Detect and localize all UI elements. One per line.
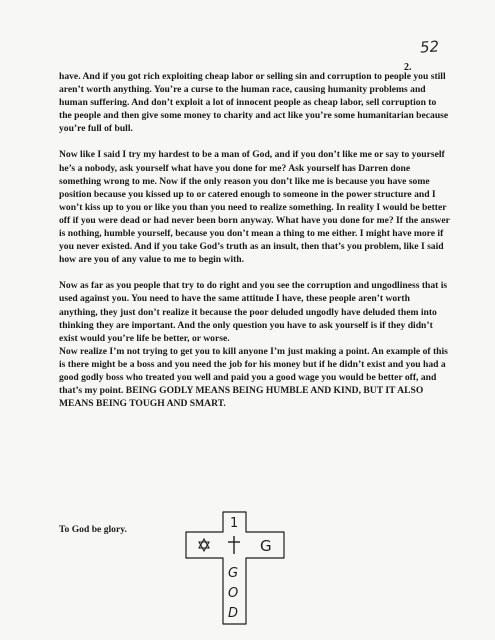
- cross-letter-d: D: [228, 606, 239, 621]
- cross-letter-g: G: [228, 566, 239, 581]
- star-of-david-icon: [199, 539, 209, 551]
- cross-letter-o: O: [228, 586, 239, 601]
- hand-drawn-cross: [180, 508, 290, 628]
- small-cross-icon: [228, 536, 240, 554]
- typed-page-number: 2.: [404, 62, 412, 73]
- paragraph-3: Now as far as you people that try to do right and you see the corruption and ungodliness that is used against you. You need to have the same attitude I have, these people aren’t worth anything, they just don’t realize it because the poor deluded ungodly have deluded them into thinking they are important. And the only question you have to ask yourself is if they didn’t exist would you’re life be better, or worse.: [59, 280, 448, 344]
- paragraph-2: Now like I said I try my hardest to be a man of God, and if you don’t like me or say to yourself he’s a nobody, ask yourself what have you done for me? Ask yourself has Darren done something wrong to me. Now if the only reason you don’t like me is because you have some position because you kissed up to or catered enough to someone in the power structure and I won’t kiss up to you or like you than you need to realize something. In reality I would be better off if you were dead or had never been born anyway. What have you done for me? If the answer is nothing, humble yourself, because you don’t mean a thing to me either. I might have more if you never existed. And if you take God’s truth as an insult, then that’s you problem, like I said how are you of any value to me to begin with.: [59, 149, 450, 266]
- closing-line: To God be glory.: [59, 524, 127, 535]
- paragraph-4: Now realize I’m not trying to get you to kill anyone I’m just making a point. An example of this is there might be a boss and you need the job for his money but if he didn’t exist and you had a good godly boss who treated you well and paid you a good wage you would be better off, and that’s my point. BEING GODLY MEANS BEING HUMBLE AND KIND, BUT IT ALSO MEANS BEING TOUGH AND SMART.: [59, 345, 448, 410]
- cross-top-label: 1: [230, 516, 239, 531]
- handwritten-page-number: 52: [419, 37, 440, 57]
- paragraph-1: have. And if you got rich exploiting cheap labor or selling sin and corruption to people you still aren’t worth anything. You’re a curse to the human race, causing humanity problems and human suffering. And don’t exploit a lot of innocent people as cheap labor, sell corruption to the people and then give some money to charity and act like you’re some humanitarian because you’re full of bull.: [59, 71, 449, 135]
- letter-body: [59, 70, 451, 410]
- cross-right-letter: G: [260, 537, 272, 555]
